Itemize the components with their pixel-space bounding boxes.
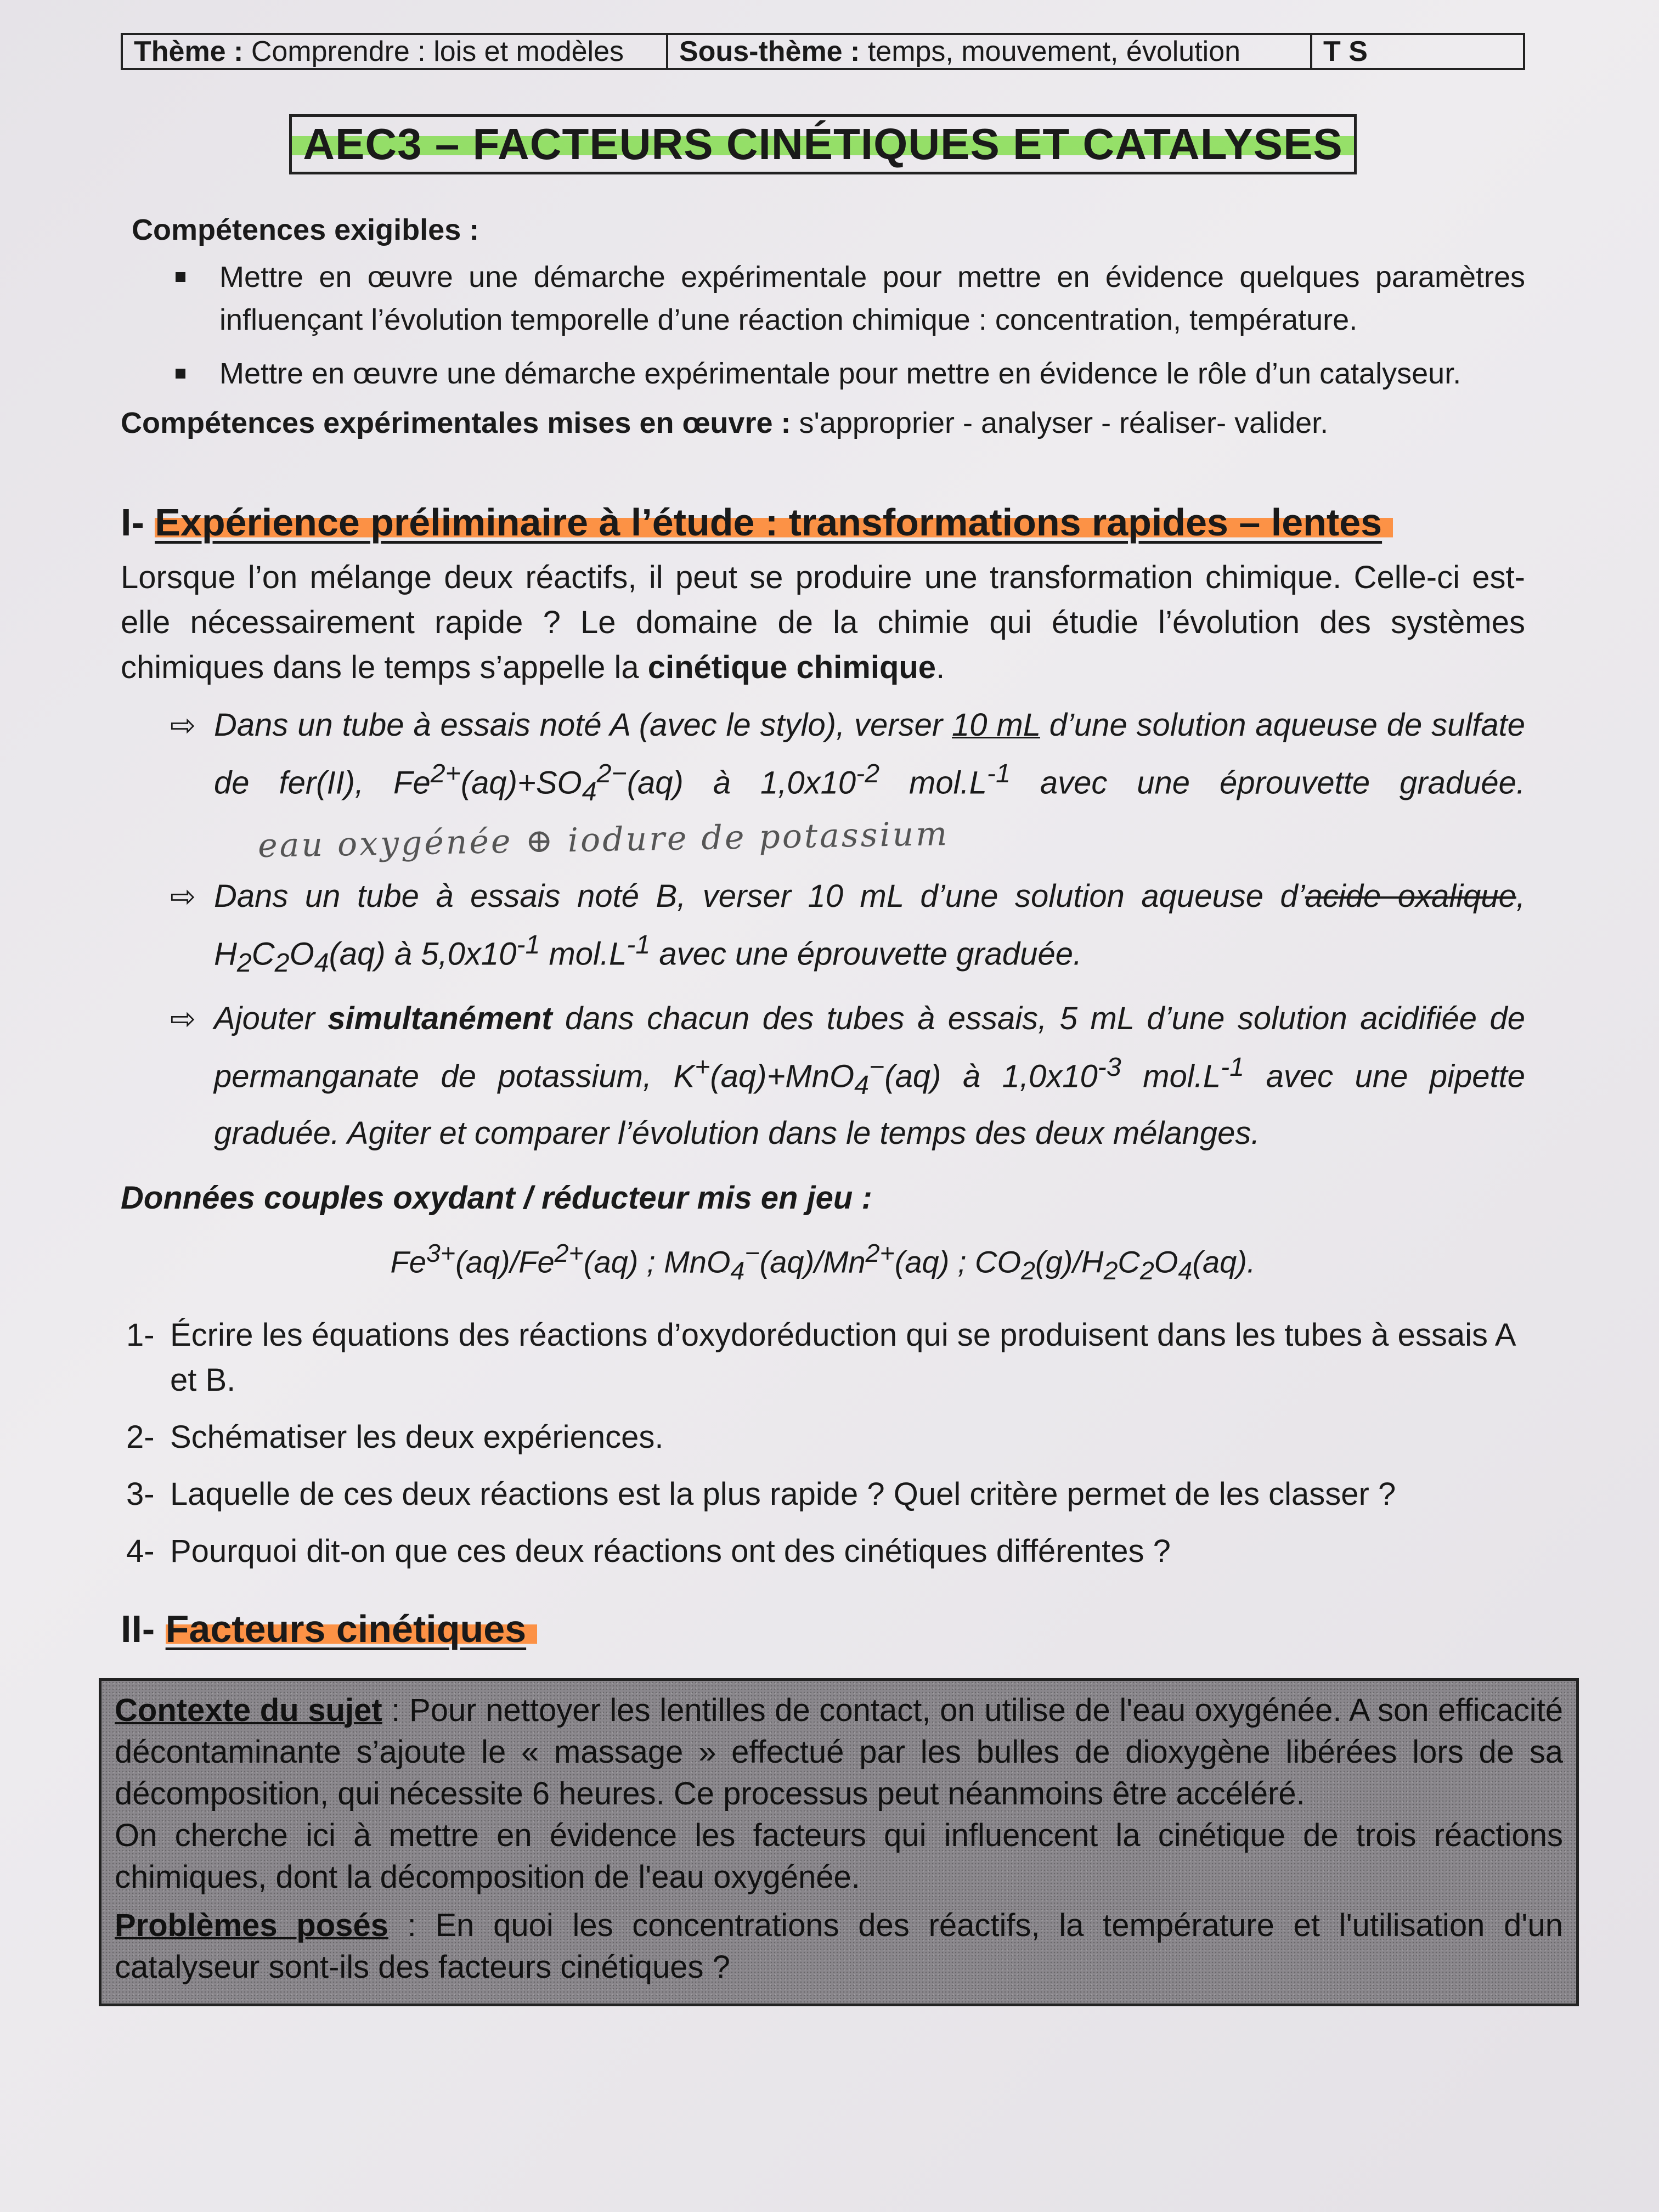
arrow-icon: ⇨ (170, 708, 196, 742)
subscript: 2 (1103, 1256, 1118, 1285)
intro-text: Lorsque l’on mélange deux réactifs, il peut se produire une transformation chimique. Celle-ci est-elle nécessairement rapide ? Le domaine de la chimie qui étudie l’évolution des systèmes chimiques dans le temps s’appelle la (121, 560, 1525, 685)
experimental-competences (121, 406, 1525, 440)
handwritten-note: eau oxygénée ⊕ iodure de potassium (257, 814, 950, 865)
couple-text: (aq)/Fe (455, 1244, 555, 1279)
context-text: : Pour nettoyer les lentilles de contact, on utilise de l'eau oxygénée. A son efficacité décontaminante s’ajoute le « massage » effectué par les bulles de dioxygène libérées lors de sa décomposition, qui nécessite 6 heures. Ce processus peut néanmoins être accéléré. (115, 1692, 1563, 1812)
redox-couples (121, 1238, 1525, 1285)
couple-text: C (1118, 1244, 1140, 1279)
superscript: -1 (986, 759, 1011, 788)
document-content (115, 33, 1563, 2006)
step-text: mol.L (540, 936, 627, 972)
question-text: Schématiser les deux expériences. (170, 1419, 664, 1455)
step-text: avec une éprouvette graduée. (650, 936, 1082, 972)
problem-paragraph (115, 1905, 1563, 1988)
experimental-label: Compétences expérimentales mises en œuvre : (121, 407, 791, 439)
question-text: Écrire les équations des réactions d’oxydoréduction qui se produisent dans les tubes à essais A et B. (170, 1317, 1515, 1398)
section1-heading (121, 500, 1525, 544)
superscript: -1 (1221, 1052, 1245, 1082)
step-text: (aq) à 1,0x10 (627, 765, 856, 801)
step-text: (aq)+MnO (710, 1058, 855, 1094)
superscript: − (744, 1238, 760, 1267)
question-item (121, 1472, 1525, 1517)
title-wrap (121, 114, 1525, 174)
couple-text: (g)/H (1035, 1244, 1104, 1279)
step-text: Dans un tube à essais noté B, verser 10 mL d’une solution aqueuse d’ (214, 878, 1305, 914)
question-number: 1- (126, 1317, 155, 1353)
procedure-step-1 (121, 701, 1525, 865)
step-text: avec une éprouvette graduée. (1010, 765, 1525, 801)
context-paragraph (115, 1690, 1563, 1898)
step-text: mol.L (879, 765, 987, 801)
arrow-icon: ⇨ (170, 1001, 196, 1036)
couple-text: Fe (390, 1244, 426, 1279)
competence-item: Mettre en œuvre une démarche expérimentale pour mettre en évidence quelques paramètres influençant l’évolution temporelle d’une réaction chimique : concentration, température. (121, 256, 1525, 341)
question-item (121, 1313, 1525, 1403)
arrow-icon: ⇨ (170, 878, 196, 913)
experimental-value: s'approprier - analyser - réaliser- valider. (799, 407, 1329, 439)
question-number: 2- (126, 1419, 155, 1455)
step-text: C (251, 936, 275, 972)
step-bold: simultanément (328, 1000, 552, 1036)
context-label: Contexte du sujet (115, 1692, 382, 1728)
superscript: -3 (1097, 1052, 1121, 1082)
competences-list (121, 256, 1525, 395)
page-title: AEC3 – FACTEURS CINÉTIQUES ET CATALYSES (289, 114, 1357, 174)
competence-item: Mettre en œuvre une démarche expérimentale pour mettre en évidence le rôle d’un catalyseur. (121, 352, 1525, 395)
step-text: O (289, 936, 314, 972)
procedure-step-3 (121, 995, 1525, 1158)
subscript: 4 (730, 1256, 745, 1285)
context-box (99, 1678, 1579, 2006)
superscript: -1 (627, 929, 651, 960)
couple-text: (aq) ; (894, 1244, 975, 1279)
subtheme-value: temps, mouvement, évolution (867, 36, 1241, 67)
section1-title: Expérience préliminaire à l’étude : transformations rapides – lentes (155, 501, 1393, 544)
theme-label: Thème : (134, 36, 244, 67)
superscript: 2+ (865, 1238, 895, 1267)
step-text: (aq) à 1,0x10 (884, 1058, 1098, 1094)
step-text: (aq) à 5,0x10 (329, 936, 517, 972)
subscript: 2 (236, 947, 252, 978)
question-item (121, 1415, 1525, 1460)
couple-text: (aq) ; (583, 1244, 664, 1279)
couple-text: CO (975, 1244, 1022, 1279)
subscript: 2 (274, 947, 290, 978)
superscript: − (869, 1052, 885, 1082)
competences-heading: Compétences exigibles : (132, 213, 479, 246)
step-text: d’une solution aqueuse de sulfate de fer(II), Fe (214, 707, 1525, 801)
intro-end: . (936, 650, 945, 685)
couple-text: (aq). (1192, 1244, 1256, 1279)
step-text: Ajouter (214, 1000, 328, 1036)
procedure-steps (121, 701, 1525, 1158)
problem-text: : En quoi les concentrations des réactifs, la température et l'utilisation d'un catalyseur sont-ils des facteurs cinétiques ? (115, 1907, 1563, 1985)
question-text: Laquelle de ces deux réactions est la plus rapide ? Quel critère permet de les classer ? (170, 1476, 1396, 1512)
superscript: -1 (516, 929, 540, 960)
class-cell: T S (1323, 36, 1368, 67)
couple-text: MnO (664, 1244, 731, 1279)
subtheme-cell (668, 35, 1312, 68)
subscript: 4 (854, 1070, 870, 1100)
couple-text: O (1154, 1244, 1178, 1279)
subscript: 2 (1021, 1256, 1035, 1285)
superscript: 2+ (554, 1238, 584, 1267)
subscript: 4 (582, 776, 597, 806)
question-number: 4- (126, 1533, 155, 1569)
superscript: 2+ (430, 759, 461, 788)
section1-prefix: I- (121, 501, 144, 544)
step-struck: acide oxalique (1305, 878, 1516, 914)
step-text: , H (214, 878, 1525, 972)
step-underlined: 10 mL (952, 707, 1040, 743)
superscript: 3+ (426, 1238, 456, 1267)
theme-cell (123, 35, 668, 68)
theme-value: Comprendre : lois et modèles (251, 36, 624, 67)
superscript: 2− (596, 759, 627, 788)
section1-intro (121, 555, 1525, 690)
step-text: avec une pipette graduée. Agiter et comparer l’évolution dans le temps des deux mélanges. (214, 1058, 1525, 1151)
intro-bold: cinétique chimique (647, 650, 936, 685)
question-number: 3- (126, 1476, 155, 1512)
section2-title: Facteurs cinétiques (166, 1607, 537, 1650)
step-text: Dans un tube à essais noté A (avec le stylo), verser (214, 707, 952, 743)
procedure-step-2 (121, 872, 1525, 987)
questions-list (121, 1313, 1525, 1574)
section2-heading (121, 1607, 1525, 1651)
superscript: + (695, 1052, 710, 1082)
context-text-2: On cherche ici à mettre en évidence les facteurs qui influencent la cinétique de trois réactions chimiques, dont la décomposition de l'eau oxygénée. (115, 1817, 1563, 1895)
question-item (121, 1529, 1525, 1574)
subtheme-label: Sous-thème : (679, 36, 860, 67)
step-text: dans chacun des tubes à essais, 5 mL d’une solution acidifiée de permanganate de potassium, K (214, 1000, 1525, 1094)
theme-header (121, 33, 1525, 70)
question-text: Pourquoi dit-on que ces deux réactions ont des cinétiques différentes ? (170, 1533, 1171, 1569)
superscript: -2 (856, 759, 880, 788)
step-text: (aq)+SO (460, 765, 582, 801)
subscript: 4 (314, 947, 329, 978)
data-heading: Données couples oxydant / réducteur mis en jeu : (121, 1180, 872, 1216)
subscript: 4 (1178, 1256, 1193, 1285)
section2-prefix: II- (121, 1607, 155, 1650)
couple-text: (aq)/Mn (759, 1244, 866, 1279)
subscript: 2 (1139, 1256, 1154, 1285)
step-text: mol.L (1121, 1058, 1221, 1094)
problem-label: Problèmes posés (115, 1907, 388, 1943)
